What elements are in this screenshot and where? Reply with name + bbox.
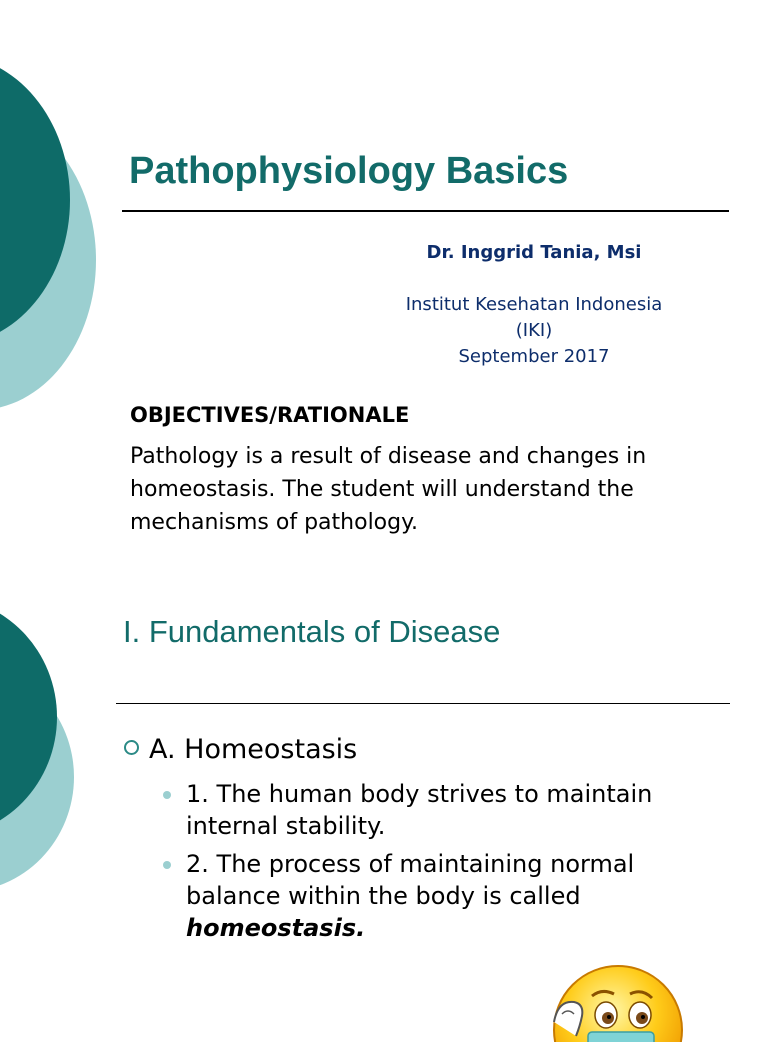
- list-item: [163, 778, 733, 842]
- section-heading: A. Homeostasis: [149, 734, 358, 765]
- slide-2: [0, 512, 768, 1024]
- title-divider: [116, 703, 730, 704]
- title-divider: [122, 210, 729, 212]
- objectives-heading: OBJECTIVES/RATIONALE: [130, 403, 410, 427]
- institution-line: (IKI): [515, 320, 553, 341]
- list-item-text: 1. The human body strives to maintain internal stability.: [186, 780, 653, 840]
- outline-item-homeostasis: [124, 734, 357, 765]
- bullet-list: [163, 778, 733, 950]
- dot-bullet-icon: [163, 861, 171, 869]
- date-line: September 2017: [458, 346, 610, 367]
- list-item: [163, 848, 733, 944]
- author-name: Dr. Inggrid Tania, Msi: [426, 242, 642, 263]
- list-item-text: 2. The process of maintaining normal balance within the body is called: [186, 850, 635, 910]
- circle-bullet-icon: [124, 740, 139, 755]
- sick-face-emoji-icon: [548, 952, 688, 1042]
- section-title: I. Fundamentals of Disease: [123, 614, 501, 649]
- institution-line: Institut Kesehatan Indonesia: [405, 294, 663, 315]
- emphasis-term: homeostasis.: [186, 914, 366, 942]
- objectives-text: Pathology is a result of disease and changes in homeostasis. The student will understand the mechanisms of pathology.: [130, 444, 647, 535]
- slide-title: Pathophysiology Basics: [129, 150, 569, 192]
- institution-block: [380, 292, 688, 370]
- dot-bullet-icon: [163, 791, 171, 799]
